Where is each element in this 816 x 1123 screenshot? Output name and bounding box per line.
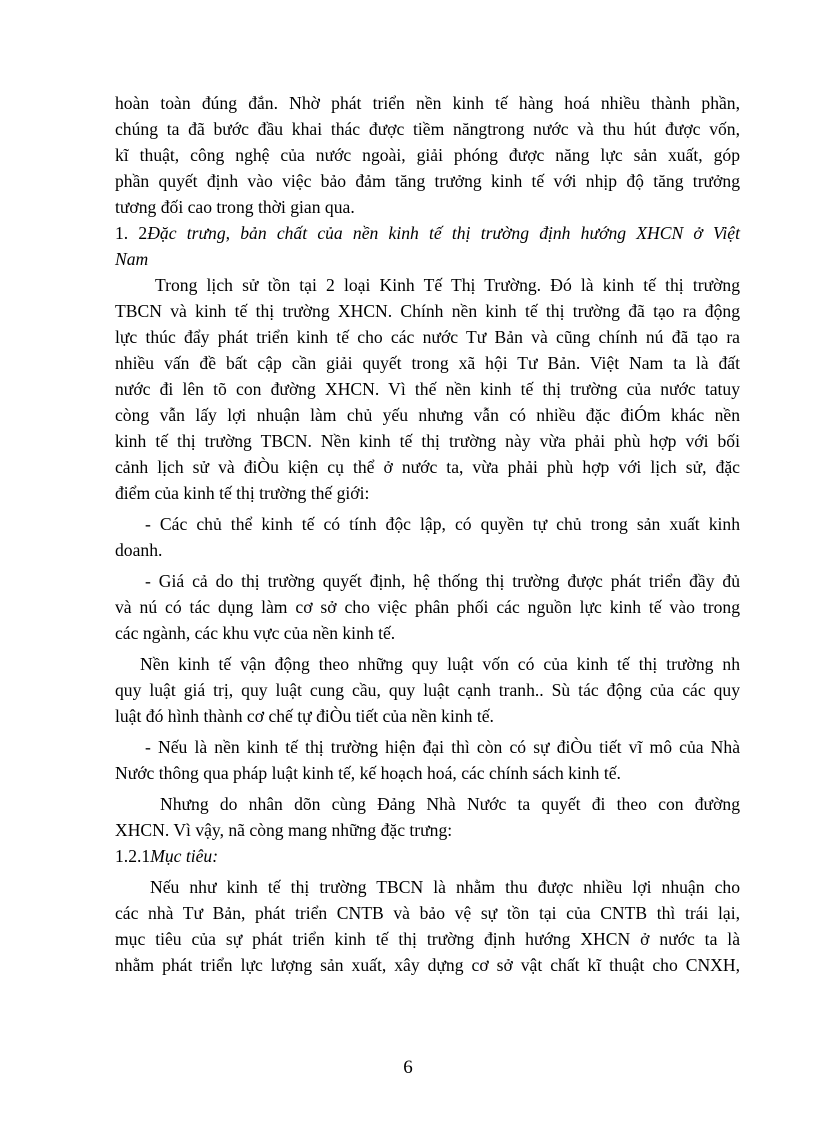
text-line: còng vẫn lấy lợi nhuận làm chủ yếu nhưng vẫn có nhiều đặc điÓm khác nền (115, 405, 740, 425)
text-line: và nú có tác dụng làm cơ sở cho việc phân phối các nguồn lực kinh tế vào trong (115, 597, 740, 617)
text-line: doanh. (115, 540, 163, 560)
text-line: các ngành, các khu vực của nền kinh tế. (115, 623, 396, 643)
text-line: kĩ thuật, công nghệ của nước ngoài, giải phóng được năng lực sản xuất, góp (115, 145, 740, 165)
paragraph-8 (115, 874, 740, 978)
bullet-paragraph-2 (115, 568, 740, 646)
text-line: các nhà Tư Bản, phát triển CNTB và bảo vệ sự tồn tại của CNTB thì trái lại, (115, 903, 740, 923)
text-line: kinh tế thị trường TBCN. Nền kinh tế thị trường này vừa phải phù hợp với bối (115, 431, 740, 451)
bullet-paragraph-3 (115, 734, 740, 786)
text-line: XHCN. Vì vậy, nã còng mang những đặc trưng: (115, 820, 453, 840)
bullet-paragraph-1 (115, 511, 740, 563)
text-line: mục tiêu của sự phát triển kinh tế thị trường định hướng XHCN ở nước ta là (115, 929, 740, 949)
section-heading-line (115, 843, 740, 869)
section-number: 1.2.1 (115, 846, 151, 866)
text-line: luật đó hình thành cơ chế tự điÒu tiết của nền kinh tế. (115, 706, 494, 726)
text-line: Trong lịch sử tồn tại 2 loại Kinh Tế Thị Trường. Đó là kinh tế thị trường (155, 275, 740, 295)
paragraph-5 (115, 651, 740, 729)
section-heading-1-2-1 (115, 843, 740, 869)
section-number: 1. 2 (115, 223, 148, 243)
text-line: nước đi lên tõ con đường XHCN. Vì thế nền kinh tế thị trường của nước tatuy (115, 379, 740, 399)
text-line: tương đối cao trong thời gian qua. (115, 197, 355, 217)
paragraph-2 (115, 272, 740, 506)
section-heading-line (115, 220, 740, 246)
text-line: TBCN và kinh tế thị trường XHCN. Chính nền kinh tế thị trường đã tạo ra động (115, 301, 740, 321)
paragraph-7 (115, 791, 740, 843)
text-line: - Giá cả do thị trường quyết định, hệ thống thị trường được phát triển đầy đủ (145, 571, 740, 591)
text-line: chúng ta đã bước đầu khai thác được tiềm năngtrong nước và thu hút được vốn, (115, 119, 740, 139)
section-title: Mục tiêu: (150, 846, 219, 866)
document-body (115, 90, 740, 978)
text-line: nhằm phát triển lực lượng sản xuất, xây dựng cơ sở vật chất kĩ thuật cho CNXH, (115, 955, 740, 975)
text-line: cảnh lịch sử và điÒu kiện cụ thể ở nước ta, vừa phải phù hợp với lịch sử, đặc (115, 457, 740, 477)
text-line: điểm của kinh tế thị trường thế giới: (115, 483, 370, 503)
text-line: lực thúc đẩy phát triển kinh tế cho các nước Tư Bản và cũng chính nú đã tạo ra (115, 327, 740, 347)
text-line: - Các chủ thể kinh tế có tính độc lập, có quyền tự chủ trong sản xuất kinh (145, 514, 740, 534)
text-line: Nước thông qua pháp luật kinh tế, kế hoạch hoá, các chính sách kinh tế. (115, 763, 621, 783)
text-line: phần quyết định vào việc bảo đảm tăng trưởng kinh tế với nhịp độ tăng trưởng (115, 171, 740, 191)
text-line: Nền kinh tế vận động theo những quy luật vốn có của kinh tế thị trường nh (140, 654, 740, 674)
section-title-continued: Nam (115, 249, 149, 269)
page-number: 6 (403, 1057, 413, 1078)
paragraph-1 (115, 90, 740, 220)
text-line: nhiều vấn đề bất cập cần giải quyết trong xã hội Tư Bản. Việt Nam ta là đất (115, 353, 740, 373)
text-line: Nếu như kinh tế thị trường TBCN là nhằm thu được nhiều lợi nhuận cho (150, 877, 740, 897)
text-line: hoàn toàn đúng đắn. Nhờ phát triển nền kinh tế hàng hoá nhiều thành phần, (115, 93, 740, 113)
text-line: Nhưng do nhân dõn cùng Đảng Nhà Nước ta quyết đi theo con đường (160, 794, 740, 814)
text-line: - Nếu là nền kinh tế thị trường hiện đại thì còn có sự điÒu tiết vĩ mô của Nhà (145, 737, 740, 757)
section-heading-1-2 (115, 220, 740, 272)
text-line: quy luật giá trị, quy luật cung cầu, quy luật cạnh tranh.. Sù tác động của các quy (115, 680, 740, 700)
section-title: Đặc trưng, bản chất của nền kinh tế thị trường định hướng XHCN ở Việt (147, 223, 740, 243)
